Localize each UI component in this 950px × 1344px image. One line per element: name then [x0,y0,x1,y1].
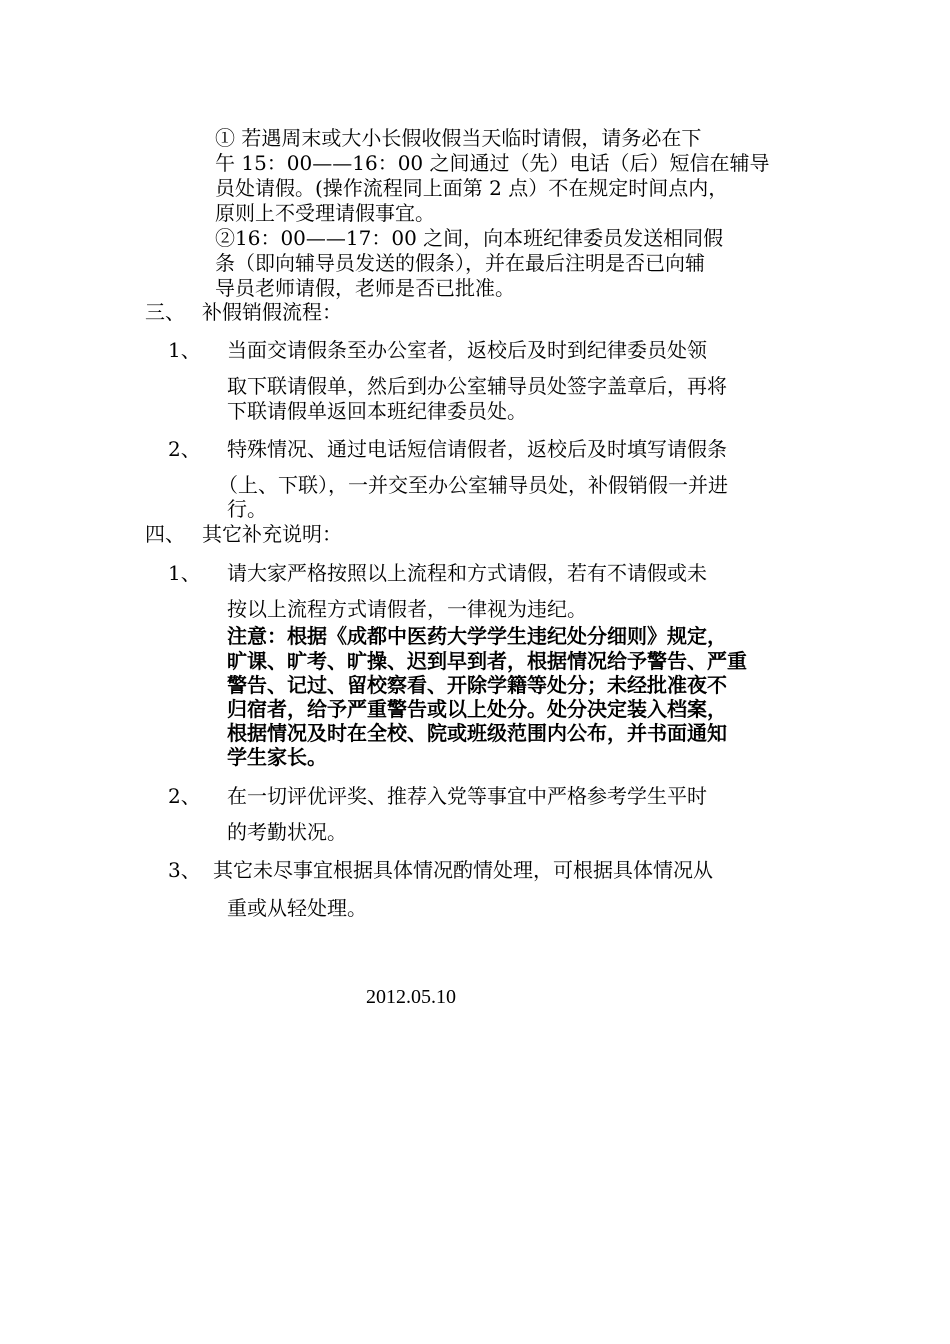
s4-item1-number: 1、 [168,561,201,585]
para-circle2-line-2: 条（即向辅导员发送的假条），并在最后注明是否已向辅 [215,251,705,275]
section3-number: 三、 [145,300,185,324]
s3-item1-number: 1、 [168,338,201,362]
document-date: 2012.05.10 [366,986,456,1008]
s4-item3-number: 3、 [168,858,201,882]
note-line-6: 学生家长。 [227,745,327,769]
s3-item1-line-1: 当面交请假条至办公室者，返校后及时到纪律委员处领 [227,338,707,362]
section4-heading: 其它补充说明： [202,522,342,546]
note-line-5: 根据情况及时在全校、院或班级范围内公布，并书面通知 [227,721,727,745]
s4-item2-line-2: 的考勤状况。 [227,820,347,844]
para-circle2-line-3: 导员老师请假，老师是否已批准。 [215,276,515,300]
s3-item2-line-1: 特殊情况、通过电话短信请假者，返校后及时填写请假条 [227,437,727,461]
s4-item1-line-1: 请大家严格按照以上流程和方式请假，若有不请假或未 [227,561,707,585]
note-line-2: 旷课、旷考、旷操、迟到早到者，根据情况给予警告、严重 [227,649,747,673]
note-line-3: 警告、记过、留校察看、开除学籍等处分；未经批准夜不 [227,673,727,697]
note-line-1: 注意：根据《成都中医药大学学生违纪处分细则》规定， [227,624,727,648]
para-circle1-line-1: ① 若遇周末或大小长假收假当天临时请假，请务必在下 [215,126,702,150]
s4-item2-line-1: 在一切评优评奖、推荐入党等事宜中严格参考学生平时 [227,784,707,808]
para-circle1-line-2: 午 15：00——16：00 之间通过（先）电话（后）短信在辅导 [215,151,770,175]
s4-item3-line-2: 重或从轻处理。 [227,896,367,920]
note-line-4: 归宿者，给予严重警告或以上处分。处分决定装入档案， [227,697,727,721]
s4-item1-line-2: 按以上流程方式请假者，一律视为违纪。 [227,597,587,621]
s3-item1-line-3: 下联请假单返回本班纪律委员处。 [227,399,527,423]
s4-item3-line-1: 其它未尽事宜根据具体情况酌情处理，可根据具体情况从 [213,858,713,882]
section4-number: 四、 [145,522,185,546]
section3-heading: 补假销假流程： [202,300,342,324]
s3-item1-line-2: 取下联请假单，然后到办公室辅导员处签字盖章后，再将 [227,374,727,398]
para-circle2-line-1: ②16：00——17：00 之间，向本班纪律委员发送相同假 [215,226,724,250]
s3-item2-line-2: （上、下联），一并交至办公室辅导员处，补假销假一并进 [218,473,728,497]
s4-item2-number: 2、 [168,784,201,808]
s3-item2-line-3: 行。 [227,497,267,521]
s3-item2-number: 2、 [168,437,201,461]
para-circle1-line-3: 员处请假。(操作流程同上面第 2 点）不在规定时间点内， [215,176,729,200]
para-circle1-line-4: 原则上不受理请假事宜。 [215,201,435,225]
